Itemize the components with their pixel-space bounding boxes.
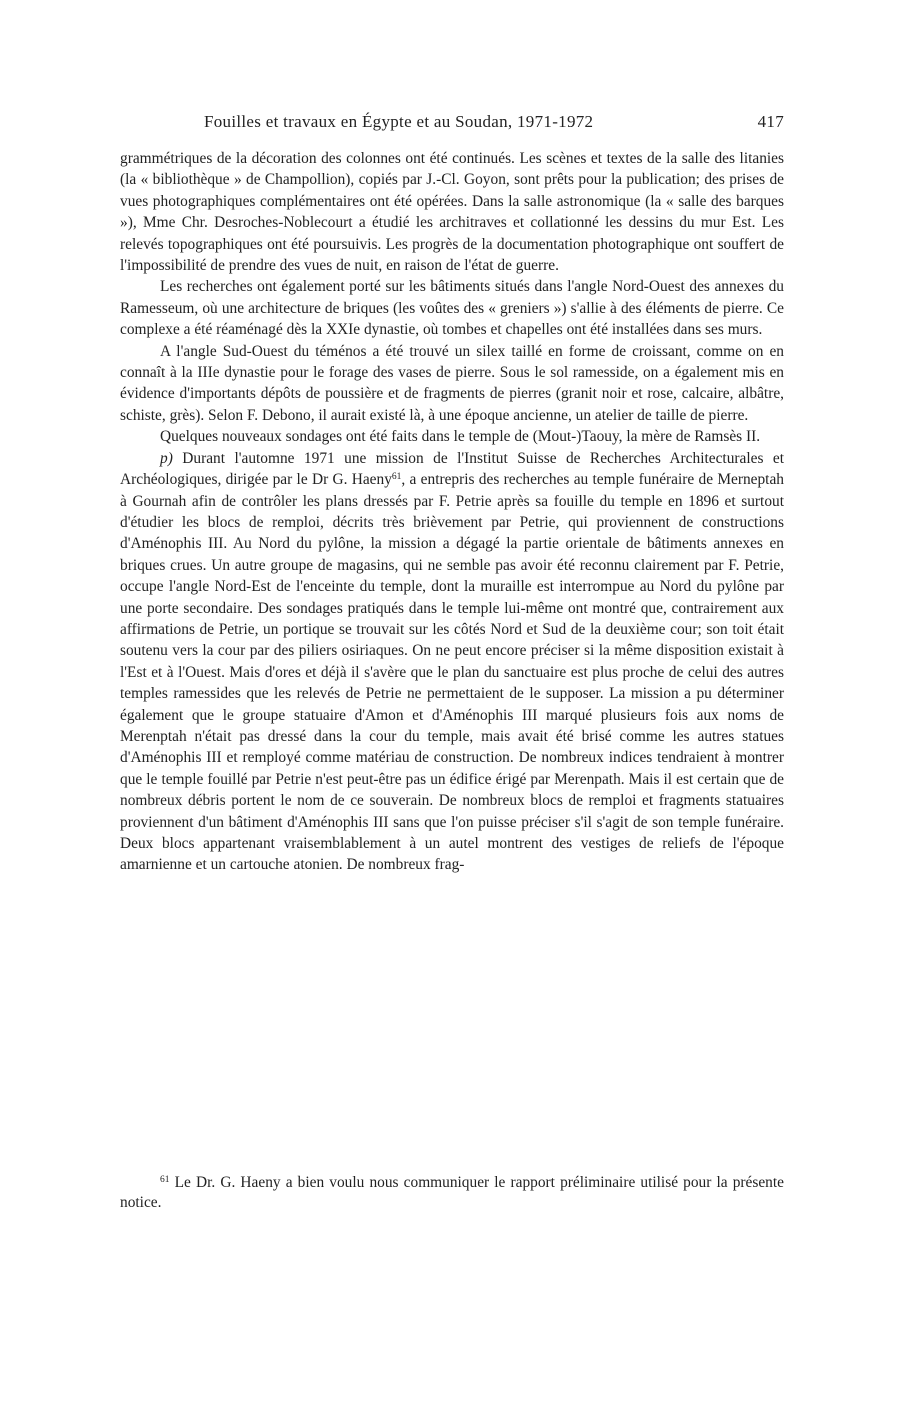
running-title: Fouilles et travaux en Égypte et au Soudan, 1971-1972 (204, 112, 594, 131)
section-marker: p) (160, 449, 173, 467)
paragraph-merneptah-temple (120, 448, 784, 876)
footnote-number: 61 (160, 1175, 170, 1185)
paragraph-mout-taouy: Quelques nouveaux sondages ont été faits dans le temple de (Mout-)Taouy, la mère de Ramsès II. (160, 428, 761, 446)
footnote-text: Le Dr. G. Haeny a bien voulu nous communiquer le rapport préliminaire utilisé pour la présente notice. (120, 1174, 784, 1211)
page-number: 417 (757, 112, 784, 131)
paragraph-continued: grammétriques de la décoration des colonnes ont été continués. Les scènes et textes de la salle des litanies (la « bibliothèque » de Champollion), copiés par J.-Cl. Goyon, sont prêts pour la publication; des prises de vues photographiques complémentaires ont été opérées. Dans la salle astronomique (la « salle des barques »), Mme Chr. Desroches-Noblecourt a étudié les architraves et collationné les dessins du mur Est. Les relevés topographiques ont été poursuivis. Les progrès de la documentation photographique ont souffert de l'impossibilité de prendre des vues de nuit, en raison de l'état de guerre. (120, 150, 784, 275)
footnote-reference[interactable]: 61 (391, 472, 402, 483)
paragraph-lead: Durant l'automne 1971 une mission de l'Institut Suisse de Recherches Architecturales et Archéologiques, dirigée par le Dr G. Haeny (120, 449, 784, 489)
paragraph-rest: , a entrepris des recherches au temple funéraire de Merneptah à Gournah afin de contrôler les plans dressés par F. Petrie après sa fouille du temple en 1896 et surtout d'étudier les blocs de remploi, décrits très brièvement par Petrie, qui proviennent de constructions d'Aménophis III. Au Nord du pylône, la mission a dégagé la partie orientale de bâtiments annexes en briques crues. Un autre groupe de magasins, qui ne semble pas avoir été reconnu clairement par F. Petrie, occupe l'angle Nord-Est de l'enceinte du temple, dont la muraille est interrompue au Nord du pylône par une porte secondaire. Des sondages pratiqués dans le temple lui-même ont montré que, contrairement aux affirmations de Petrie, un portique se trouvait sur les côtés Nord et Sud de la deuxième cour; son toit était soutenu vers la cour par des piliers osiriaques. On ne peut encore préciser si la même disposition existait à l'Est et à l'Ouest. Mais d'ores et déjà il s'avère que le plan du sanctuaire est plus proche de celui des autres temples ramessides que les relevés de Petrie ne permettaient de le supposer. La mission a pu déterminer également que le groupe statuaire d'Amon et d'Aménophis III marqué plusieurs fois aux noms de Merenptah n'était pas dressé dans la cour du temple, mais avait été brisé comme les autres statues d'Aménophis III et remployé comme matériau de construction. De nombreux indices tendraient à montrer que le temple fouillé par Petrie n'est peut-être pas un édifice érigé par Merenpath. Mais il est certain que de nombreux débris portent le nom de ce souverain. De nombreux blocs de remploi et fragments statuaires proviennent d'un bâtiment d'Aménophis III sans que l'on puisse préciser s'il s'agit de son temple funéraire. Deux blocs appartenant vraisemblablement à un autel montrent des vestiges de reliefs de l'époque amarnienne et un cartouche atonien. De nombreux frag- (120, 471, 784, 874)
paragraph-ramesseum-annexes: Les recherches ont également porté sur les bâtiments situés dans l'angle Nord-Ouest des annexes du Ramesseum, où une architecture de briques (les voûtes des « greniers ») s'allie à des éléments de pierre. Ce complexe a été réaménagé dès la XXIe dynastie, où tombes et chapelles ont été installées dans ses murs. (120, 278, 784, 339)
article-body (120, 148, 784, 876)
footnote (120, 1173, 784, 1213)
paragraph-temenos-silex: A l'angle Sud-Ouest du téménos a été trouvé un silex taillé en forme de croissant, comme on en connaît à la IIIe dynastie pour le forage des vases de pierre. Sous le sol ramesside, on a également mis en évidence d'importants dépôts de poussière et de fragments de pierres (granit noir et rose, calcaire, albâtre, schiste, grès). Selon F. Debono, il aurait existé là, à une époque ancienne, un atelier de taille de pierre. (120, 342, 784, 424)
running-header (204, 112, 784, 136)
